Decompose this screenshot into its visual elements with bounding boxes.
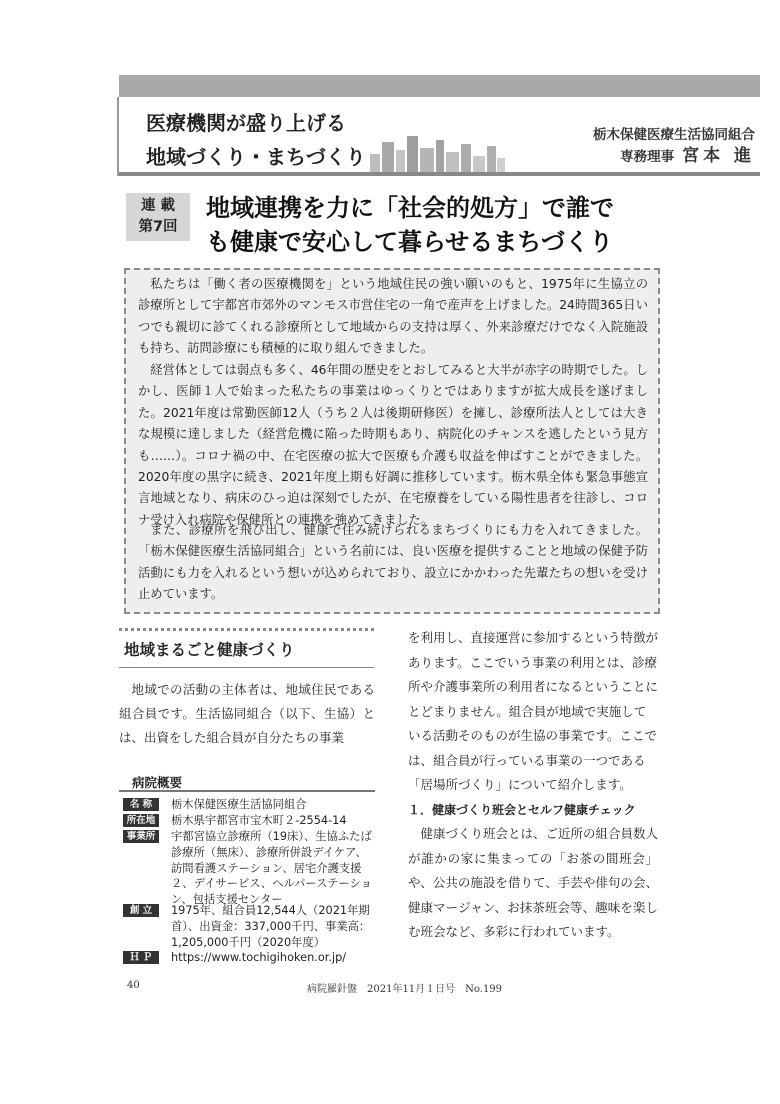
- author-name: 宮本 進: [682, 146, 755, 166]
- intro-paragraph-3: また、診療所を飛び出し、健康で住み続けられるまちづくりにも力を入れてきました。「栃木保健医療生活協同組合」という名前には、良い医療を提供することと地域の保健予防活動にも力を入れるという想いが込められており、設立にかかわった先輩たちの想いを受け止めています。: [138, 523, 648, 602]
- author-organization: 栃木保健医療生活協同組合: [593, 127, 755, 143]
- section-heading: 地域まるごと健康づくり: [124, 641, 295, 659]
- series-title: [146, 106, 366, 174]
- right-subheading: １．健康づくり班会とセルフ健康チェック: [408, 802, 636, 817]
- overview-label: 所在地: [123, 814, 159, 827]
- overview-label: 名 称: [123, 798, 159, 811]
- author-line: [493, 146, 755, 168]
- right-paragraph-1: を利用し、直接運営に参加するという特徴があります。ここでいう事業の利用とは、診療所や介護事業所の利用者になるということにとどまりません。組合員が地域で実施している活動そのものが生協の事業です。ここでは、組合員が行っている事業の一つである「居場所づくり」について紹介します。: [408, 630, 659, 792]
- right-paragraph-2: 健康づくり班会とは、ご近所の組合員数人が誰かの家に集まっての「お茶の間班会」や、公共の施設を借りて、手芸や俳句の会、健康マージャン、お抹茶班会等、趣味を楽しむ班会など、多彩に行われています。: [408, 826, 659, 939]
- intro-paragraph-1: 私たちは「働く者の医療機関を」という地域住民の強い願いのもと、1975年に生協立の診療所として宇都宮市郊外のマンモス市営住宅の一角で産声を上げました。24時間365日いつでも親切に診てくれる診療所として地域からの支持は厚く、外来診療だけでなく入院施設も持ち、訪問診療にも積極的に取り組んできました。: [138, 277, 648, 356]
- overview-value: 栃木保健医療生活協同組合: [171, 798, 307, 811]
- right-column: [408, 626, 658, 945]
- journal-footer: 病院羅針盤 2021年11月１日号 No.199: [307, 984, 503, 995]
- serial-badge-line1: 連 載: [140, 198, 176, 214]
- homepage-link[interactable]: https://www.tochigihoken.or.jp/: [171, 951, 347, 964]
- header-left-rule: [117, 97, 119, 176]
- overview-rule: [119, 790, 375, 792]
- overview-value: 栃木県宇都宮市宝木町２-2554-14: [171, 814, 347, 827]
- overview-title: 病院概要: [132, 775, 183, 790]
- headline-line1: 地域連携を力に「社会的処方」で誰で: [206, 194, 614, 222]
- series-title-line1: 医療機関が盛り上げる: [146, 111, 346, 135]
- serial-badge: [126, 193, 190, 241]
- serial-badge-line2: 第7回: [138, 219, 178, 235]
- left-body-text: 地域での活動の主体者は、地域住民である組合員です。生活協同組合（以下、生協）とは、出資をした組合員が自分たちの事業: [119, 682, 375, 745]
- overview-label: Ｈ Ｐ: [123, 951, 159, 964]
- overview-label: 事業所群: [123, 830, 159, 843]
- article-headline: [206, 191, 614, 259]
- headline-line2: も健康で安心して暮らせるまちづくり: [206, 228, 614, 256]
- overview-value: 宇都宮協立診療所（19床）、生協ふたば診療所（無床）、診療所併設デイケア、訪問看護ステーション、居宅介護支援２、デイサービス、ヘルパーステーション、包括支援センター: [171, 830, 372, 907]
- section-heading-rule: [119, 667, 374, 668]
- header-bottom-rule: [119, 172, 760, 176]
- city-skyline-illustration: [370, 132, 505, 172]
- author-role: 専務理事: [620, 149, 675, 165]
- intro-paragraph-2: 経営体としては弱点も多く、46年間の歴史をとおしてみると大半が赤字の時期でした。しかし、医師１人で始まった私たちの事業はゆっくりとではありますが拡大成長を遂げました。2021年度は常勤医師12人（うち２人は後期研修医）を擁し、診療所法人としては大きな規模に達しました（経営危機に陥った時期もあり、病院化のチャンスを逃したという見方も……）。コロナ禍の中、在宅医療の拡大で医療も介護も収益を伸ばすことができました。2020年度の黒字に続き、2021年度上期も好調に推移しています。栃木県全体も緊急事態宣言地域となり、病床のひっ迫は深刻でしたが、在宅療養をしている陽性患者を往診し、コロナ受け入れ病院や保健所との連携を強めてきました。: [138, 363, 648, 527]
- overview-label: 創 立: [123, 904, 159, 917]
- overview-value: 1975年、組合員12,544人（2021年期首）、出資金：337,000千円、事業高：1,205,000千円（2020年度）: [171, 904, 371, 949]
- series-title-line2: 地域づくり・まちづくり: [146, 145, 366, 169]
- intro-box: [124, 268, 660, 614]
- section-dotted-rule: [119, 628, 374, 631]
- header-bar: [119, 75, 760, 97]
- author-block: [493, 125, 755, 168]
- page-number: 40: [127, 980, 140, 991]
